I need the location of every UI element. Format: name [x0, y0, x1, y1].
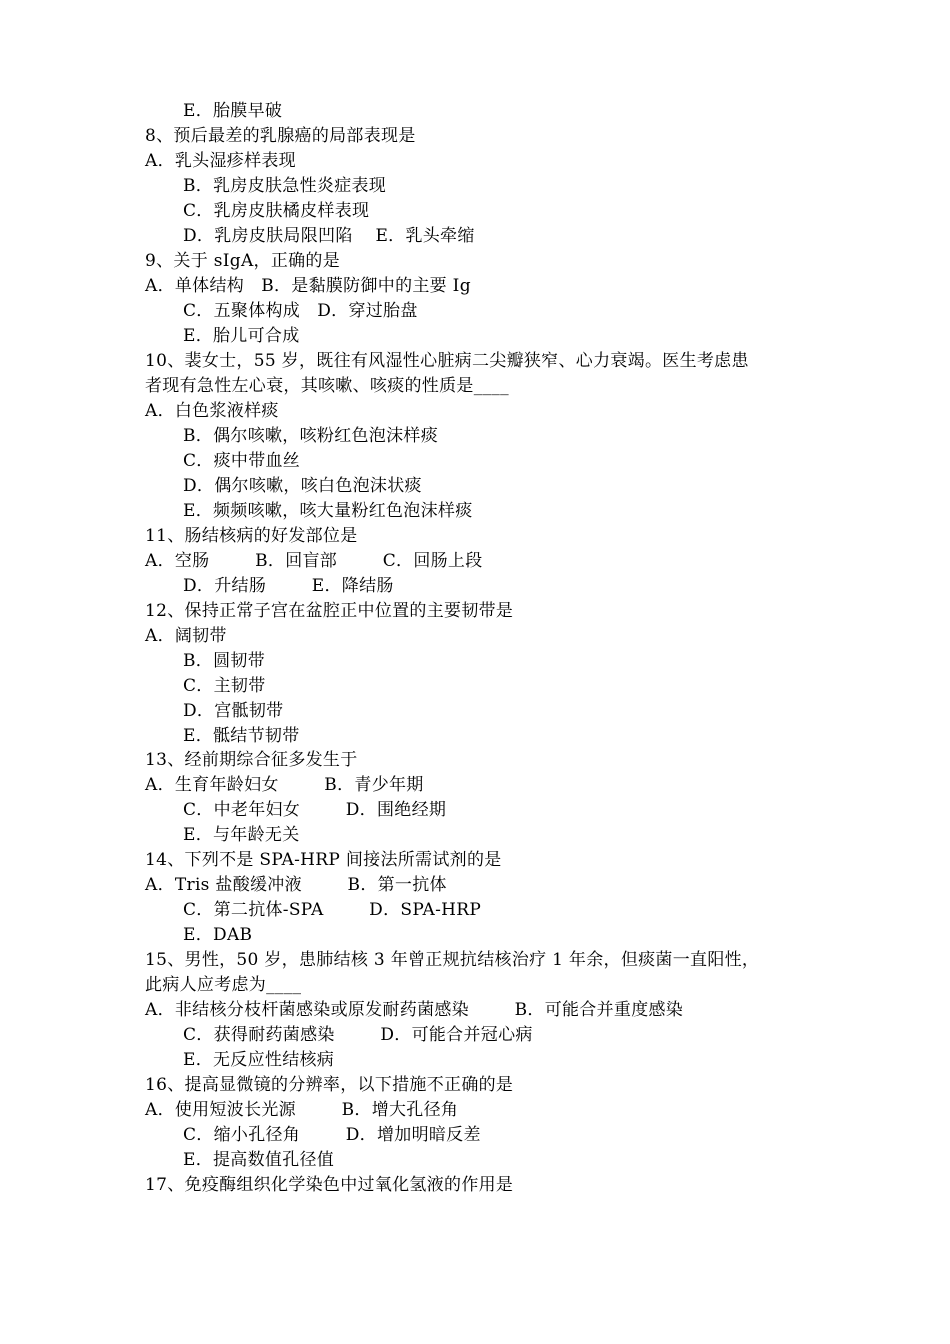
- option-e-line: E．骶结节韧带: [183, 726, 300, 746]
- question-14-text: 14、下列不是 SPA-HRP 间接法所需试剂的是: [145, 850, 502, 870]
- option-e-line: E．与年龄无关: [183, 825, 300, 845]
- option-e-line: E．提高数值孔径值: [183, 1150, 335, 1170]
- option-c-d-line: C．第二抗体-SPA D．SPA-HRP: [183, 900, 482, 920]
- option-e-line: E．频频咳嗽，咳大量粉红色泡沫样痰: [183, 501, 473, 521]
- question-12-text: 12、保持正常子宫在盆腔正中位置的主要韧带是: [145, 601, 514, 621]
- question-9-text: 9、关于 sIgA，正确的是: [145, 251, 341, 271]
- option-e-line: E．胎儿可合成: [183, 326, 300, 346]
- option-e-line: E．无反应性结核病: [183, 1050, 335, 1070]
- question-13-text: 13、经前期综合征多发生于: [145, 750, 358, 770]
- option-b-line: B．乳房皮肤急性炎症表现: [183, 176, 387, 196]
- question-16-text: 16、提高显微镜的分辨率，以下措施不正确的是: [145, 1075, 514, 1095]
- question-10-text-cont: 者现有急性左心衰，其咳嗽、咳痰的性质是____: [145, 376, 509, 396]
- option-c-d-line: C．中老年妇女 D．围绝经期: [183, 800, 447, 820]
- option-a-b-line: A．Tris 盐酸缓冲液 B．第一抗体: [145, 875, 447, 895]
- question-11-text: 11、肠结核病的好发部位是: [145, 526, 358, 546]
- option-c-d-line: C．缩小孔径角 D．增加明暗反差: [183, 1125, 481, 1145]
- option-a-b-line: A．非结核分枝杆菌感染或原发耐药菌感染 B．可能合并重度感染: [145, 1000, 684, 1020]
- option-c-d-line: C．获得耐药菌感染 D．可能合并冠心病: [183, 1025, 533, 1045]
- question-17-text: 17、免疫酶组织化学染色中过氧化氢液的作用是: [145, 1175, 514, 1195]
- option-d-line: D．宫骶韧带: [183, 701, 284, 721]
- option-a-b-line: A．生育年龄妇女 B．青少年期: [145, 775, 424, 795]
- option-c-d-line: C．五聚体构成 D．穿过胎盘: [183, 301, 418, 321]
- option-d-line: D．偶尔咳嗽，咳白色泡沫状痰: [183, 476, 422, 496]
- option-c-line: C．乳房皮肤橘皮样表现: [183, 201, 370, 221]
- question-15-text: 15、男性，50 岁，患肺结核 3 年曾正规抗结核治疗 1 年余，但痰菌一直阳性，: [145, 950, 760, 970]
- option-a-line: A．白色浆液样痰: [145, 401, 279, 421]
- question-10-text: 10、裴女士，55 岁，既往有风湿性心脏病二尖瓣狭窄、心力衰竭。医生考虑患: [145, 351, 749, 371]
- option-d-e-line: D．乳房皮肤局限凹陷 E．乳头牵缩: [183, 226, 475, 246]
- option-a-line: A．乳头湿疹样表现: [145, 151, 296, 171]
- option-c-line: C．痰中带血丝: [183, 451, 301, 471]
- question-8-text: 8、预后最差的乳腺癌的局部表现是: [145, 126, 416, 146]
- option-a-b-line: A．使用短波长光源 B．增大孔径角: [145, 1100, 459, 1120]
- option-e-line: E．胎膜早破: [183, 101, 283, 121]
- question-15-text-cont: 此病人应考虑为____: [145, 975, 302, 995]
- option-a-b-c-line: A．空肠 B．回盲部 C．回肠上段: [145, 551, 483, 571]
- option-a-b-line: A．单体结构 B．是黏膜防御中的主要 Ig: [145, 276, 471, 296]
- option-c-line: C．主韧带: [183, 676, 266, 696]
- option-d-e-line: D．升结肠 E．降结肠: [183, 576, 394, 596]
- option-e-line: E．DAB: [183, 925, 253, 945]
- option-b-line: B．圆韧带: [183, 651, 265, 671]
- option-a-line: A．阔韧带: [145, 626, 227, 646]
- option-b-line: B．偶尔咳嗽，咳粉红色泡沫样痰: [183, 426, 438, 446]
